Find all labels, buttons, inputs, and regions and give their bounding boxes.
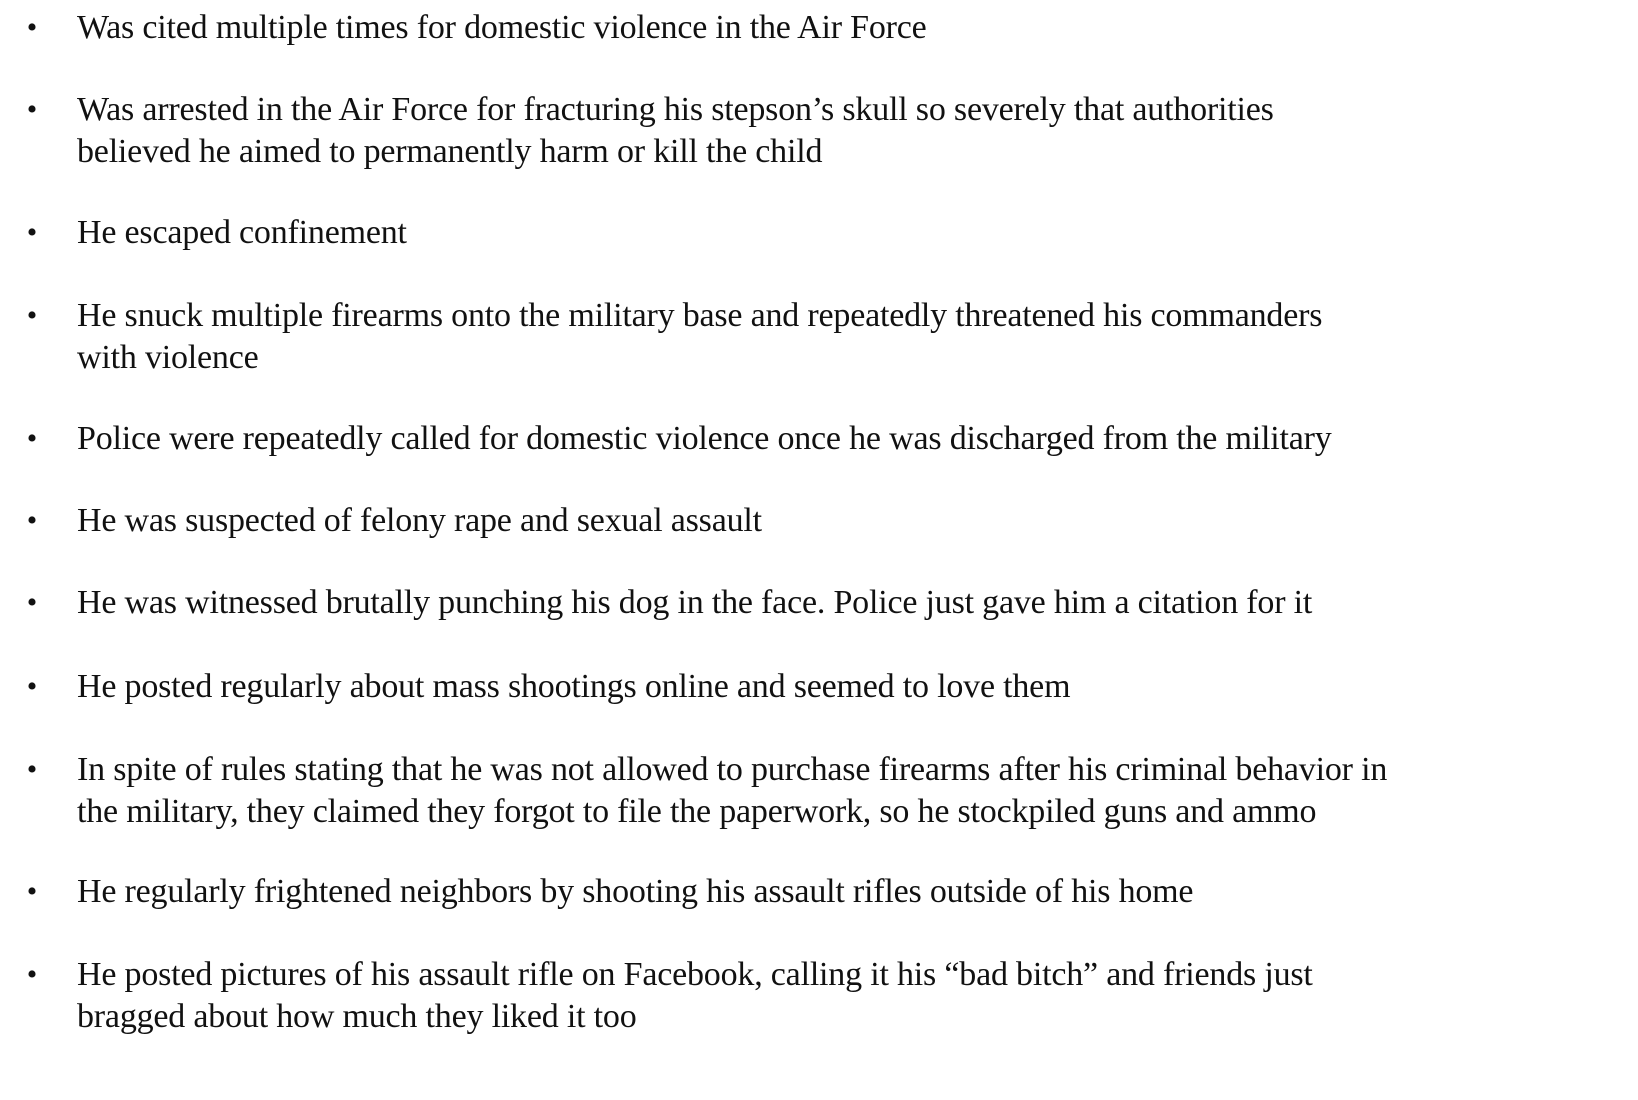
list-item-line: He regularly frightened neighbors by shooting his assault rifles outside of his home <box>77 873 1194 910</box>
bullet-icon: • <box>26 93 38 126</box>
bullet-icon: • <box>26 875 38 908</box>
bullet-icon: • <box>26 299 38 332</box>
list-item-text <box>77 749 1622 833</box>
list-item-line: Police were repeatedly called for domestic violence once he was discharged from the military <box>77 420 1332 457</box>
list-item-text <box>77 582 1622 624</box>
list-item-line: In spite of rules stating that he was not allowed to purchase firearms after his criminal behavior in <box>77 751 1388 788</box>
bullet-icon: • <box>26 11 38 44</box>
list-item-line: Was arrested in the Air Force for fracturing his stepson’s skull so severely that authorities <box>77 91 1274 128</box>
list-item-line: He was witnessed brutally punching his dog in the face. Police just gave him a citation for it <box>77 584 1313 621</box>
list-item-line: bragged about how much they liked it too <box>77 998 637 1035</box>
bullet-icon: • <box>26 753 38 786</box>
list-item-text <box>77 7 1622 49</box>
bullet-icon: • <box>26 504 38 537</box>
list-item-line: He escaped confinement <box>77 214 407 251</box>
list-item-line: Was cited multiple times for domestic violence in the Air Force <box>77 9 927 46</box>
list-item-line: He posted regularly about mass shootings online and seemed to love them <box>77 668 1071 705</box>
bullet-icon: • <box>26 216 38 249</box>
list-item-text <box>77 954 1622 1038</box>
list-item-line: He posted pictures of his assault rifle on Facebook, calling it his “bad bitch” and friends just <box>77 956 1313 993</box>
bullet-icon: • <box>26 586 38 619</box>
list-item-line: with violence <box>77 339 259 376</box>
list-item-text <box>77 666 1622 708</box>
bullet-icon: • <box>26 422 38 455</box>
list-item-line: believed he aimed to permanently harm or kill the child <box>77 133 823 170</box>
list-item-line: He was suspected of felony rape and sexual assault <box>77 502 762 539</box>
list-item-text <box>77 89 1622 173</box>
bullet-icon: • <box>26 670 38 703</box>
list-item-text <box>77 418 1622 460</box>
list-item-text <box>77 295 1622 379</box>
list-item-text <box>77 500 1622 542</box>
list-item-text <box>77 212 1622 254</box>
list-item-line: He snuck multiple firearms onto the military base and repeatedly threatened his commanders <box>77 297 1323 334</box>
list-item-line: the military, they claimed they forgot to file the paperwork, so he stockpiled guns and ammo <box>77 793 1317 830</box>
list-item-text <box>77 871 1622 913</box>
bullet-icon: • <box>26 958 38 991</box>
